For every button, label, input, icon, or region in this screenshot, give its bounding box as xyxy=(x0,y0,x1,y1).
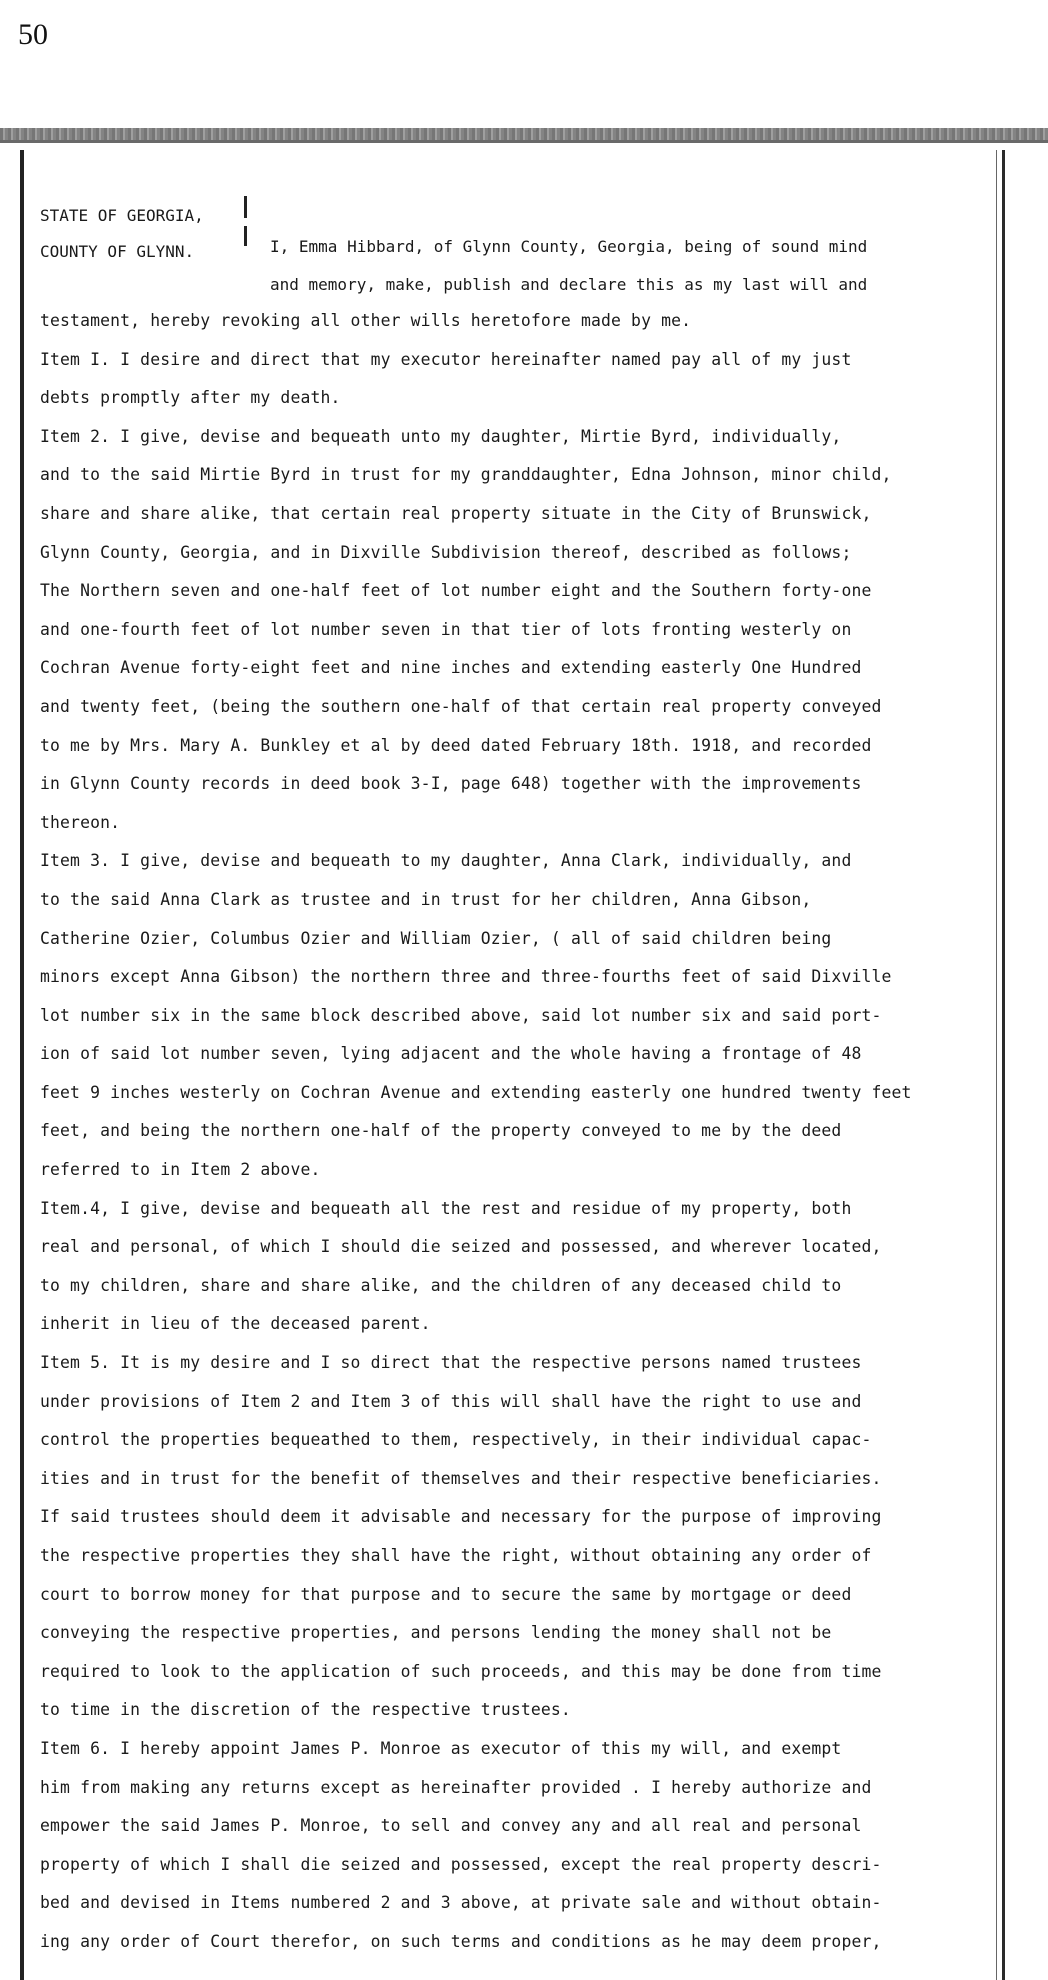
caption-bracket-top xyxy=(244,196,247,218)
will-opening xyxy=(270,228,1000,304)
body-line: in Glynn County records in deed book 3-I, page 648) together with the improvements xyxy=(40,774,862,794)
body-line: Catherine Ozier, Columbus Ozier and William Ozier, ( all of said children being xyxy=(40,928,832,948)
body-line: Item I. I desire and direct that my executor hereinafter named pay all of my just xyxy=(40,349,852,369)
opening-line: and memory, make, publish and declare this as my last will and xyxy=(270,275,868,294)
caption-state: STATE OF GEORGIA, xyxy=(40,206,204,225)
body-line: minors except Anna Gibson) the northern three and three-fourths feet of said Dixville xyxy=(40,967,892,987)
body-line: thereon. xyxy=(40,812,121,832)
top-rule xyxy=(0,128,1048,140)
body-line: bed and devised in Items numbered 2 and 3 above, at private sale and without obtain- xyxy=(40,1893,882,1913)
body-line: feet, and being the northern one-half of the property conveyed to me by the deed xyxy=(40,1121,842,1141)
body-line: empower the said James P. Monroe, to sell and convey any and all real and personal xyxy=(40,1816,862,1836)
body-line: real and personal, of which I should die seized and possessed, and wherever located, xyxy=(40,1237,882,1257)
body-line: If said trustees should deem it advisable and necessary for the purpose of improving xyxy=(40,1507,882,1527)
body-line: to me by Mrs. Mary A. Bunkley et al by deed dated February 18th. 1918, and recorded xyxy=(40,735,872,755)
body-line: control the properties bequeathed to them, respectively, in their individual capac- xyxy=(40,1430,872,1450)
page-number: 50 xyxy=(18,18,48,51)
body-line: lot number six in the same block described above, said lot number six and said port- xyxy=(40,1005,882,1025)
body-line: Glynn County, Georgia, and in Dixville Subdivision thereof, described as follows; xyxy=(40,542,852,562)
body-line: referred to in Item 2 above. xyxy=(40,1160,321,1180)
body-line: to time in the discretion of the respective trustees. xyxy=(40,1700,571,1720)
caption-bracket-bottom xyxy=(244,226,247,246)
body-line: inherit in lieu of the deceased parent. xyxy=(40,1314,431,1334)
body-line: Item 5. It is my desire and I so direct that the respective persons named trustees xyxy=(40,1353,862,1373)
body-line: property of which I shall die seized and possessed, except the real property descri- xyxy=(40,1854,882,1874)
body-line: testament, hereby revoking all other wills heretofore made by me. xyxy=(40,311,692,330)
body-line: conveying the respective properties, and persons lending the money shall not be xyxy=(40,1623,832,1643)
body-line: Cochran Avenue forty-eight feet and nine inches and extending easterly One Hundred xyxy=(40,658,862,678)
caption-block xyxy=(40,198,204,270)
caption-county: COUNTY OF GLYNN. xyxy=(40,242,195,261)
body-line: under provisions of Item 2 and Item 3 of this will shall have the right to use and xyxy=(40,1391,862,1411)
body-line: Item.4, I give, devise and bequeath all the rest and residue of my property, both xyxy=(40,1198,852,1218)
body-line: ion of said lot number seven, lying adjacent and the whole having a frontage of 48 xyxy=(40,1044,862,1064)
body-line: to the said Anna Clark as trustee and in trust for her children, Anna Gibson, xyxy=(40,889,812,909)
body-line: feet 9 inches westerly on Cochran Avenue and extending easterly one hundred twenty feet xyxy=(40,1082,912,1102)
left-margin-border xyxy=(20,150,24,1980)
body-line: Item 2. I give, devise and bequeath unto my daughter, Mirtie Byrd, individually, xyxy=(40,426,842,446)
body-line: share and share alike, that certain real property situate in the City of Brunswick, xyxy=(40,503,872,523)
body-line: and to the said Mirtie Byrd in trust for my granddaughter, Edna Johnson, minor child, xyxy=(40,465,892,485)
body-line: required to look to the application of such proceeds, and this may be done from time xyxy=(40,1661,882,1681)
body-line: the respective properties they shall have the right, without obtaining any order of xyxy=(40,1546,872,1565)
body-line: The Northern seven and one-half feet of lot number eight and the Southern forty-one xyxy=(40,581,872,601)
body-line: ing any order of Court therefor, on such terms and conditions as he may deem proper, xyxy=(40,1931,882,1951)
body-line: ities and in trust for the benefit of themselves and their respective beneficiaries. xyxy=(40,1468,882,1488)
will-body xyxy=(40,302,1010,1962)
body-line: court to borrow money for that purpose and to secure the same by mortgage or deed xyxy=(40,1584,852,1604)
body-line: and one-fourth feet of lot number seven in that tier of lots fronting westerly on xyxy=(40,619,852,639)
body-line: to my children, share and share alike, and the children of any deceased child to xyxy=(40,1275,842,1295)
body-line: Item 6. I hereby appoint James P. Monroe as executor of this my will, and exempt xyxy=(40,1738,842,1758)
body-line: and twenty feet, (being the southern one-half of that certain real property conveyed xyxy=(40,696,882,716)
body-line: him from making any returns except as hereinafter provided . I hereby authorize and xyxy=(40,1777,872,1797)
body-line: debts promptly after my death. xyxy=(40,388,341,408)
opening-line: I, Emma Hibbard, of Glynn County, Georgia, being of sound mind xyxy=(270,237,868,256)
body-line: Item 3. I give, devise and bequeath to my daughter, Anna Clark, individually, and xyxy=(40,851,852,871)
